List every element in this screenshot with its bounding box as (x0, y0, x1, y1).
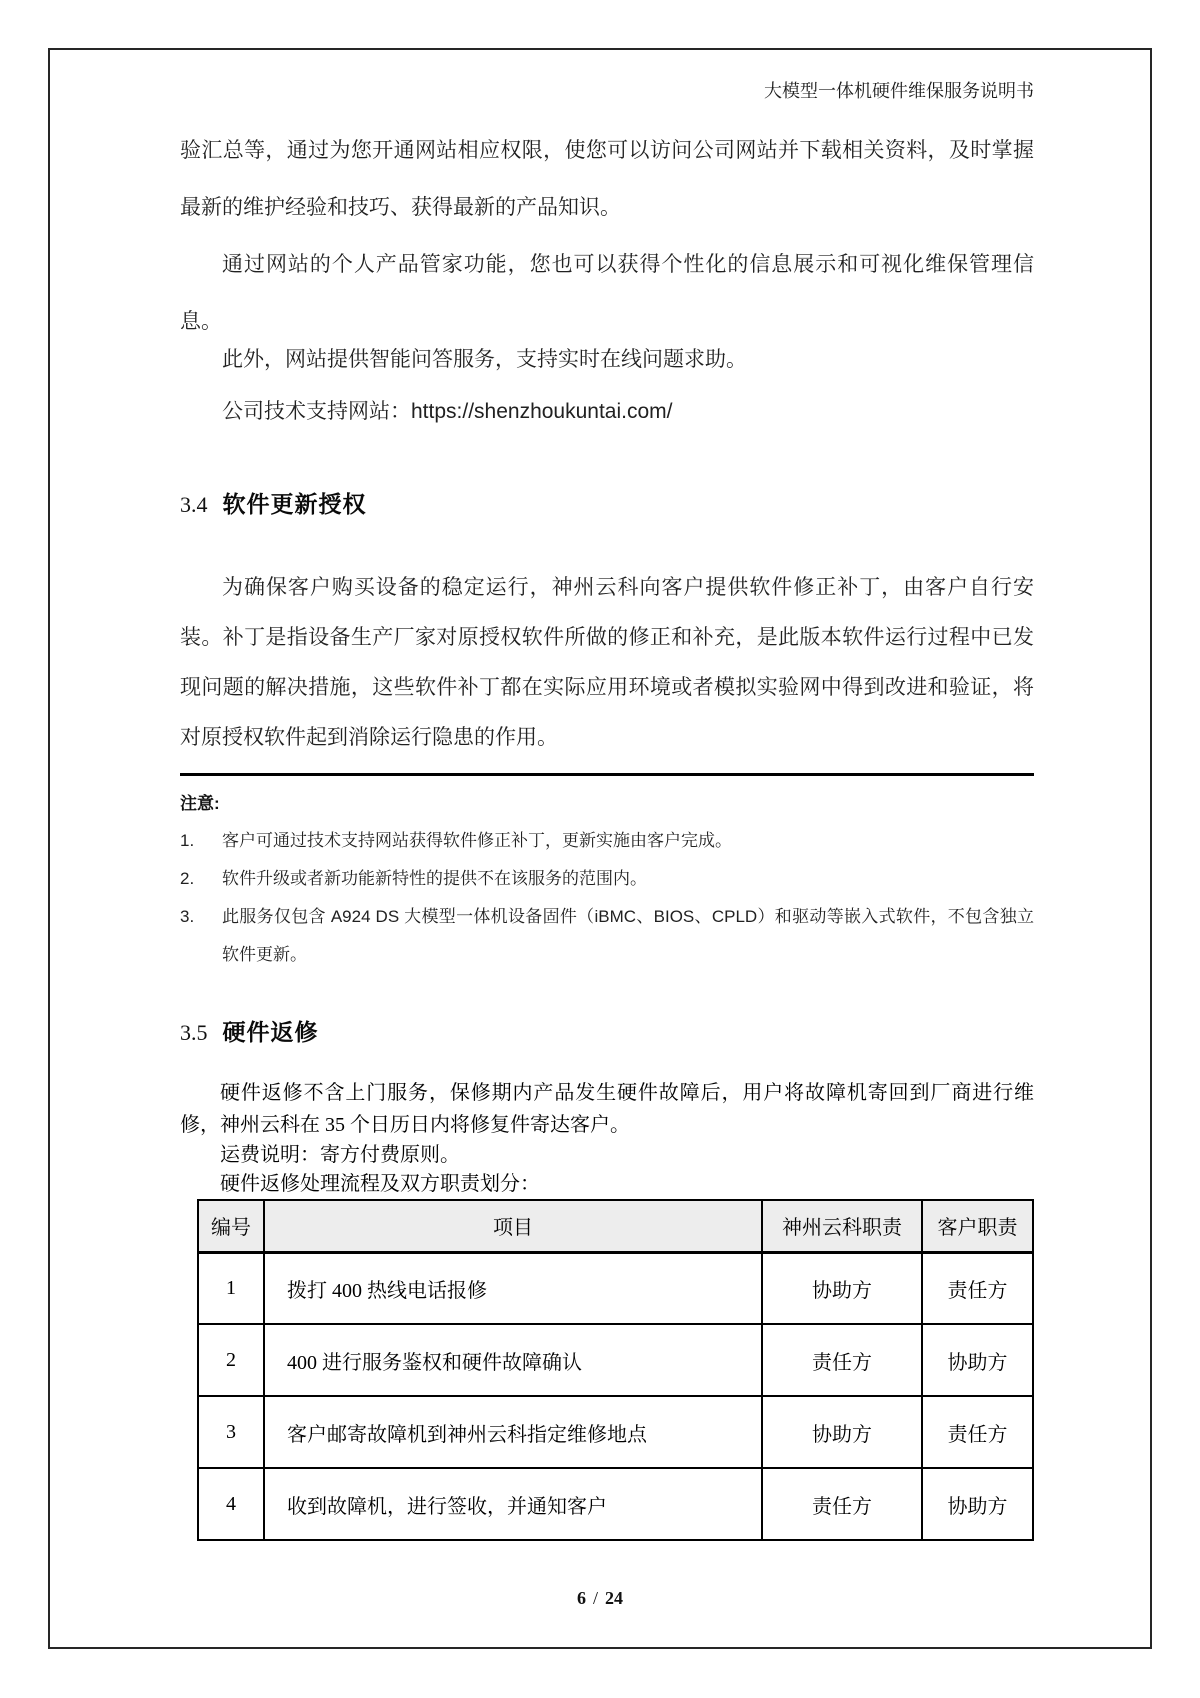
table-header-row (198, 1200, 1033, 1252)
table-cell: 1 (198, 1252, 264, 1324)
table-header-cell: 神州云科职责 (762, 1200, 922, 1252)
section-heading-3-5 (180, 1016, 1034, 1049)
document-header-title: 大模型一体机硬件维保服务说明书 (764, 81, 1034, 101)
table-row (198, 1324, 1033, 1396)
table-cell-item: 收到故障机，进行签收，并通知客户 (264, 1468, 762, 1540)
table-header-cell: 项目 (264, 1200, 762, 1252)
table-cell: 3 (198, 1396, 264, 1468)
note-label: 注意: (180, 794, 220, 813)
table-cell: 协助方 (922, 1468, 1033, 1540)
intro-paragraph-3: 此外，网站提供智能问答服务，支持实时在线问题求助。 (222, 348, 747, 371)
section-number: 3.5 (180, 1020, 208, 1045)
table-intro-line: 硬件返修处理流程及双方职责划分： (220, 1173, 540, 1195)
intro-paragraph-2: 通过网站的个人产品管家功能，您也可以获得个性化的信息展示和可视化维保管理信息。 (180, 253, 1034, 333)
table-cell: 责任方 (762, 1324, 922, 1396)
note-number: 3. (180, 907, 195, 926)
table-cell: 责任方 (762, 1468, 922, 1540)
table-header-cell: 客户职责 (922, 1200, 1033, 1252)
table-cell: 2 (198, 1324, 264, 1396)
table-cell-item: 拨打 400 热线电话报修 (264, 1252, 762, 1324)
note-item (180, 860, 1034, 898)
note-item (180, 898, 1034, 974)
section-3-5-body: 硬件返修不含上门服务，保修期内产品发生硬件故障后，用户将故障机寄回到厂商进行维修，神州云科在 35 个日历日内将修复件寄达客户。 (180, 1082, 1034, 1136)
table-header-cell: 编号 (198, 1200, 264, 1252)
section-3-4-body: 为确保客户购买设备的稳定运行，神州云科向客户提供软件修正补丁，由客户自行安装。补丁是指设备生产厂家对原授权软件所做的修正和补充，是此版本软件运行过程中已发现问题的解决措施，这些软件补丁都在实际应用环境或者模拟实验网中得到改进和验证，将对原授权软件起到消除运行隐患的作用。 (180, 576, 1034, 749)
page-separator: / (592, 1588, 598, 1608)
note-number: 1. (180, 831, 195, 850)
note-item (180, 822, 1034, 860)
note-number: 2. (180, 869, 195, 888)
note-text: 此服务仅包含 A924 DS 大模型一体机设备固件（iBMC、BIOS、CPLD）和驱动等嵌入式软件，不包含独立软件更新。 (222, 907, 1034, 964)
table-cell-item: 400 进行服务鉴权和硬件故障确认 (264, 1324, 762, 1396)
note-text: 软件升级或者新功能新特性的提供不在该服务的范围内。 (222, 869, 647, 888)
table-cell: 责任方 (922, 1252, 1033, 1324)
page-content (180, 0, 1034, 1541)
total-page-count: 24 (605, 1588, 623, 1608)
notes-list (180, 822, 1034, 974)
page-footer (0, 1588, 1200, 1609)
table-cell: 协助方 (762, 1396, 922, 1468)
intro-paragraph-1: 验汇总等，通过为您开通网站相应权限，使您可以访问公司网站并下载相关资料，及时掌握最新的维护经验和技巧、获得最新的产品知识。 (180, 139, 1034, 219)
current-page-number: 6 (576, 1588, 586, 1608)
shipping-note: 运费说明：寄方付费原则。 (220, 1144, 460, 1166)
table-row (198, 1468, 1033, 1540)
table-row (198, 1252, 1033, 1324)
section-heading-3-4 (180, 488, 1034, 521)
table-cell-item: 客户邮寄故障机到神州云科指定维修地点 (264, 1396, 762, 1468)
responsibility-table (197, 1199, 1034, 1541)
section-title: 硬件返修 (222, 1019, 319, 1045)
table-cell: 协助方 (762, 1252, 922, 1324)
table-cell: 4 (198, 1468, 264, 1540)
section-title: 软件更新授权 (222, 491, 367, 517)
note-text: 客户可通过技术支持网站获得软件修正补丁，更新实施由客户完成。 (222, 831, 732, 850)
table-cell: 责任方 (922, 1396, 1033, 1468)
note-divider-rule (180, 773, 1034, 776)
intro-paragraph-support-site: 公司技术支持网站：https://shenzhoukuntai.com/ (222, 400, 673, 423)
table-row (198, 1396, 1033, 1468)
section-number: 3.4 (180, 492, 208, 517)
table-cell: 协助方 (922, 1324, 1033, 1396)
